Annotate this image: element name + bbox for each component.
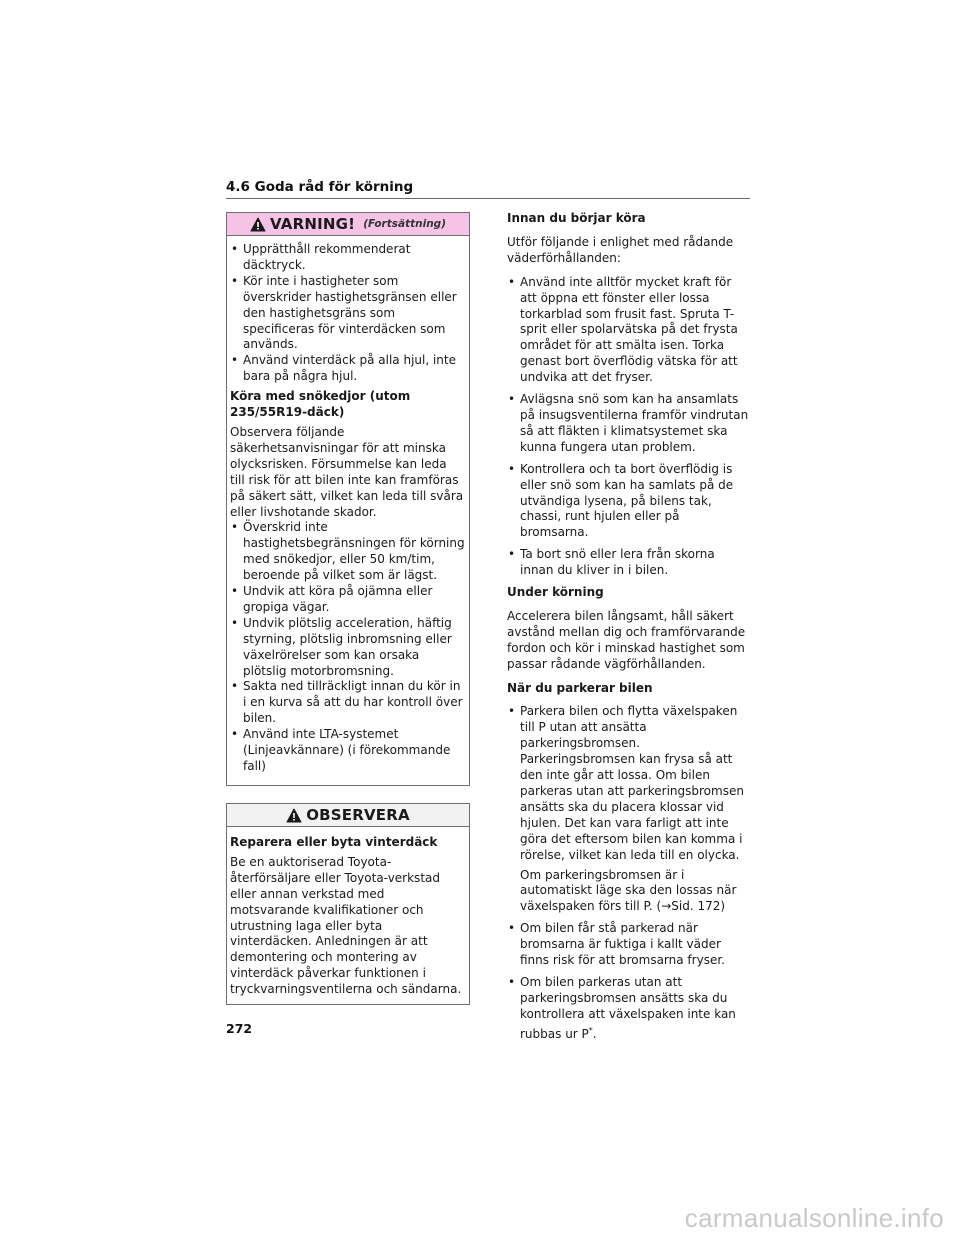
while-driving-heading: Under körning	[507, 585, 604, 600]
notice-body	[227, 827, 469, 1004]
right-column	[507, 211, 751, 1049]
notice-box	[226, 803, 470, 1005]
warning-subtitle: (Fortsättning)	[363, 218, 446, 230]
before-driving-list	[507, 275, 751, 579]
parking-heading: När du parkerar bilen	[507, 680, 653, 695]
warning-title-bar	[227, 213, 469, 236]
notice-title: OBSERVERA	[306, 806, 410, 824]
before-driving-heading: Innan du börjar köra	[507, 211, 646, 225]
left-column	[226, 212, 470, 1005]
page-number: 272	[226, 1021, 253, 1036]
list-item: • Använd inte alltför mycket kraft för att öppna ett fönster eller lossa torkarblad som frusit fast. Spruta T-sprit eller spolarvätska på det frysta området för att smälta isen. Torka genast bort överflödig vätska för att undvika att det fryser.	[507, 275, 751, 386]
list-item: • Undvik att köra på ojämna eller gropiga vägar.	[230, 584, 465, 616]
notice-title-bar	[227, 804, 469, 827]
list-item: • Sakta ned tillräckligt innan du kör in i en kurva så att du har kontroll över bilen.	[230, 679, 465, 727]
before-driving-intro: Utför följande i enlighet med rådande väderförhållanden:	[507, 234, 734, 265]
while-driving-paragraph: Accelerera bilen långsamt, håll säkert avstånd mellan dig och framförvarande fordon och kör i minskad hastighet som passar rådande vägförhållanden.	[507, 608, 746, 671]
list-item: • Använd vinterdäck på alla hjul, inte bara på några hjul.	[230, 353, 465, 385]
warning-body	[227, 236, 469, 789]
section-title: 4.6 Goda råd för körning	[226, 179, 750, 199]
list-item: • Om bilen får stå parkerad när bromsarna är fuktiga i kallt väder finns risk för att bromsarna fryser.	[507, 921, 751, 969]
list-item	[507, 975, 751, 1043]
parking-item-extra: Om parkeringsbromsen är i automatiskt läge ska den lossas när växelspaken förs till P. (→Sid. 172)	[520, 867, 737, 914]
footer-watermark	[0, 1194, 960, 1242]
list-item: • Använd inte LTA-systemet (Linjeavkännare) (i förekommande fall)	[230, 727, 465, 775]
list-item: • Kör inte i hastigheter som överskrider hastighetsgränsen eller den hastighetsgräns som specificeras för vinterdäcken som används.	[230, 274, 465, 354]
footnote-marker: *	[588, 1025, 593, 1035]
parking-item-text: Parkera bilen och flytta växelspaken till P utan att ansätta parkeringsbromsen. Parkeringsbromsen kan frysa så att den inte går att lossa. Om bilen parkeras utan att parkeringsbromsen ansätts ska du placera klossar vid hjulen. Det kan vara farligt att inte göra det eftersom bilen kan komma i rörelse, vilket kan leda till en olycka.	[520, 704, 744, 862]
warning-triangle-icon	[250, 217, 266, 232]
list-item: • Avlägsna snö som kan ha ansamlats på insugsventilerna framför vindrutan så att fläkten i klimatsystemet ska kunna fungera utan problem.	[507, 392, 751, 456]
notice-paragraph: Be en auktoriserad Toyota-återförsäljare eller Toyota-verkstad eller annan verkstad med motsvarande kvalifikationer och utrustning laga eller byta vinterdäcken. Anledningen är att demontering och montering av vinterdäck påverkar funktionen i tryckvarningsventilerna och sändarna.	[230, 854, 462, 997]
snow-chains-paragraph: Observera följande säkerhetsanvisningar för att minska olycksrisken. Försummelse kan leda till risk för att bilen inte kan framföras på säkert sätt, vilket kan leda till svåra eller livshotande skador.	[230, 424, 464, 519]
list-item: • Ta bort snö eller lera från skorna innan du kliver in i bilen.	[507, 547, 751, 579]
warning-list-2	[230, 520, 465, 775]
warning-list-1	[230, 242, 465, 385]
list-item: • Överskrid inte hastighetsbegränsningen för körning med snökedjor, eller 50 km/tim, beroende på vilket som är lägst.	[230, 520, 465, 584]
warning-box	[226, 212, 470, 786]
warning-triangle-icon	[286, 808, 302, 823]
list-item	[507, 704, 751, 915]
list-item: • Undvik plötslig acceleration, häftig styrning, plötslig inbromsning eller växelrörelser som kan orsaka plötslig motorbromsning.	[230, 616, 465, 680]
snow-chains-heading: Köra med snökedjor (utom 235/55R19-däck)	[230, 389, 411, 420]
watermark-text: carmanualsonline.info	[684, 1202, 944, 1233]
notice-heading: Reparera eller byta vinterdäck	[230, 835, 438, 849]
parking-item-end: .	[592, 1026, 597, 1041]
list-item: • Kontrollera och ta bort överflödig is eller snö som kan ha samlats på de utvändiga lysena, på bilens tak, chassi, runt hjulen eller på bromsarna.	[507, 462, 751, 542]
list-item: • Upprätthåll rekommenderat däcktryck.	[230, 242, 465, 274]
warning-title: VARNING!	[269, 215, 356, 233]
parking-list	[507, 704, 751, 1042]
parking-item-text: Om bilen parkeras utan att parkeringsbromsen ansätts ska du kontrollera att växelspaken inte kan rubbas ur P	[520, 974, 736, 1041]
